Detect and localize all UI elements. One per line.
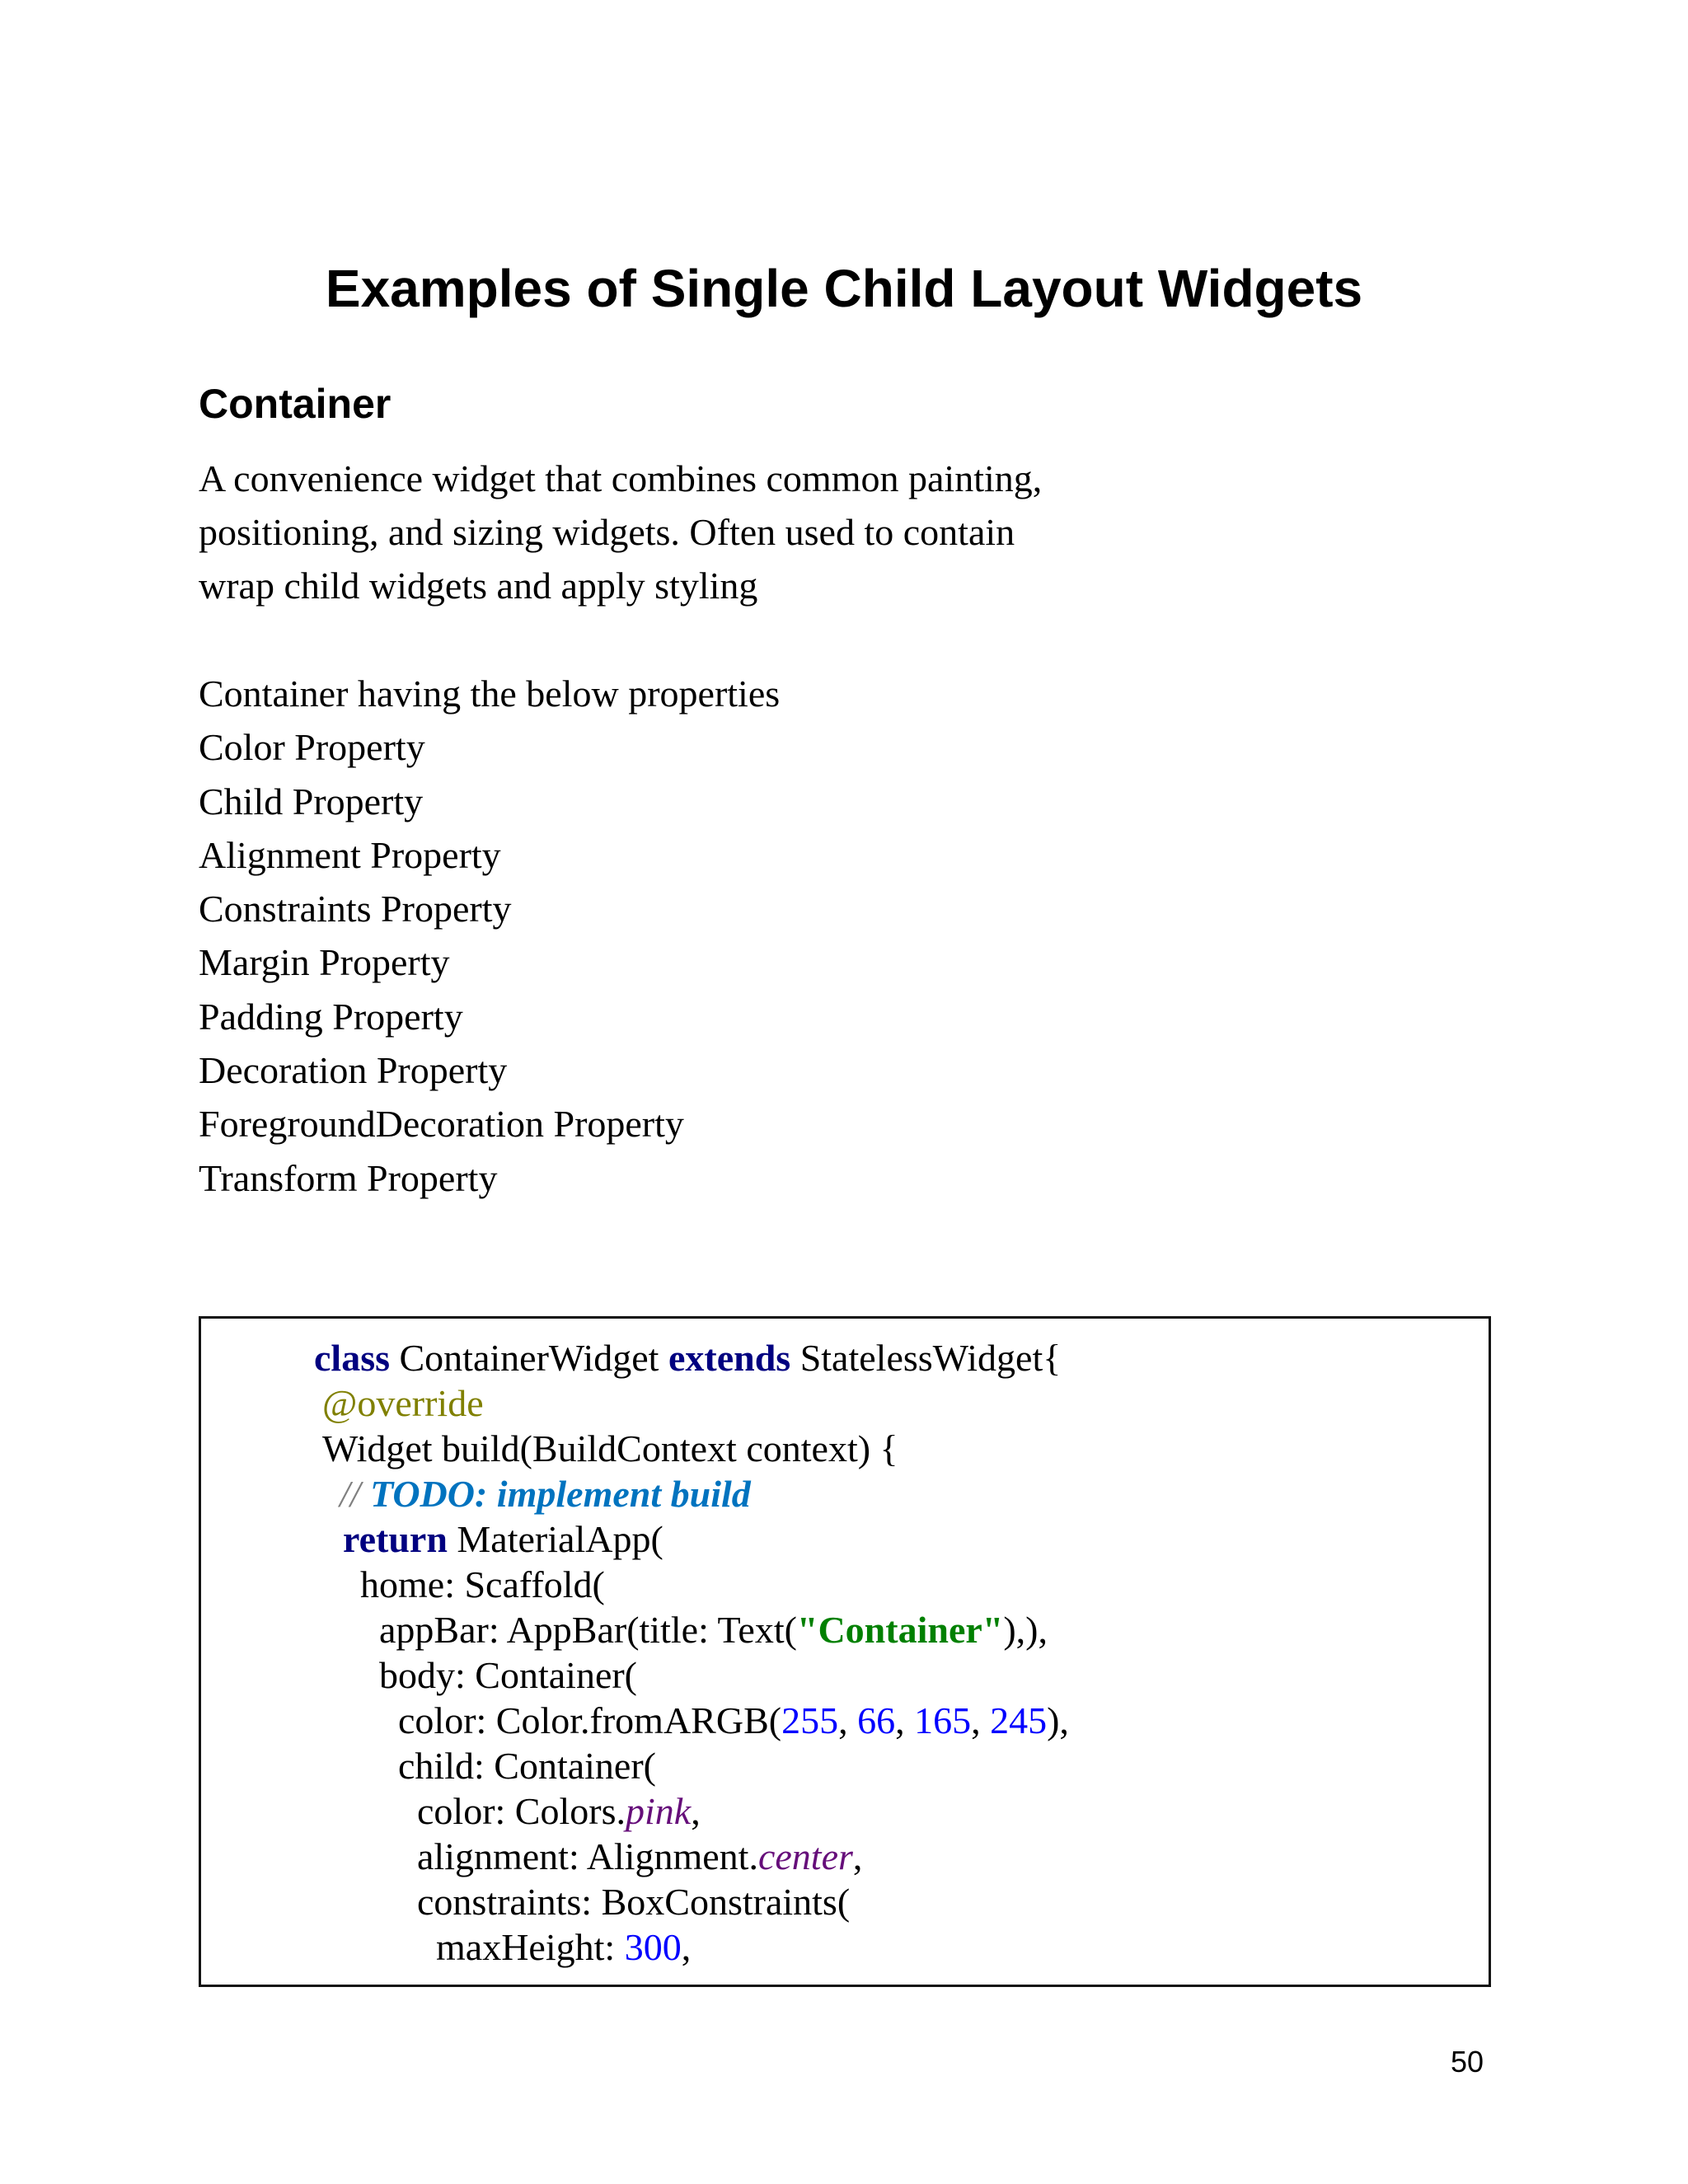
constant: center <box>757 1835 853 1877</box>
code-text: body: Container( <box>379 1654 637 1696</box>
number-literal: 255 <box>781 1699 839 1741</box>
code-line <box>417 1879 1164 1924</box>
keyword: return <box>343 1518 448 1560</box>
property-item: Alignment Property <box>199 833 501 876</box>
description-line: A convenience widget that combines common painting, <box>199 457 1043 499</box>
code-text: alignment: Alignment. <box>417 1835 758 1877</box>
code-line <box>398 1743 1145 1788</box>
number-literal: 66 <box>857 1699 896 1741</box>
properties-list <box>199 667 780 1205</box>
description-line: wrap child widgets and apply styling <box>199 565 758 607</box>
constant: pink <box>625 1790 692 1832</box>
property-item: Decoration Property <box>199 1049 508 1092</box>
code-line <box>360 1562 1107 1607</box>
code-text: constraints: BoxConstraints( <box>417 1881 851 1923</box>
code-listing <box>201 1335 1069 1970</box>
code-line <box>322 1380 1069 1426</box>
code-line <box>322 1426 1069 1471</box>
property-item: Transform Property <box>199 1156 498 1199</box>
code-line <box>379 1607 1126 1652</box>
description-line: positioning, and sizing widgets. Often used to contain <box>199 511 1015 553</box>
keyword: class <box>314 1337 390 1379</box>
code-block <box>199 1316 1491 1987</box>
number-literal: 245 <box>990 1699 1048 1741</box>
page-title: Examples of Single Child Layout Widgets <box>325 259 1363 318</box>
string-literal: "Container" <box>796 1609 1004 1651</box>
annotation: @override <box>322 1382 484 1424</box>
keyword: extends <box>668 1337 791 1379</box>
code-text: , <box>691 1790 701 1832</box>
number-literal: 165 <box>914 1699 972 1741</box>
code-text: home: Scaffold( <box>360 1563 605 1605</box>
code-line <box>417 1834 1164 1879</box>
code-text: , <box>838 1699 858 1741</box>
code-text: child: Container( <box>398 1745 656 1787</box>
property-item: Child Property <box>199 780 424 823</box>
code-line <box>417 1788 1164 1834</box>
number-literal: 300 <box>624 1926 682 1968</box>
property-item: Margin Property <box>199 941 450 984</box>
comment: TODO: implement build <box>370 1473 751 1515</box>
code-text: StatelessWidget{ <box>790 1337 1062 1379</box>
code-text: Widget build(BuildContext context) { <box>322 1427 898 1469</box>
code-text: , <box>895 1699 915 1741</box>
property-item: Color Property <box>199 726 425 769</box>
section-heading-container: Container <box>199 381 392 427</box>
code-text: , <box>852 1835 863 1877</box>
code-text: maxHeight: <box>436 1926 625 1968</box>
code-text: color: Color.fromARGB( <box>398 1699 782 1741</box>
property-item: ForegroundDecoration Property <box>199 1103 684 1146</box>
code-text: appBar: AppBar(title: Text( <box>379 1609 797 1651</box>
properties-intro: Container having the below properties <box>199 673 781 715</box>
code-line <box>436 1924 1183 1970</box>
page-number: 50 <box>1451 2045 1484 2079</box>
code-text: , <box>971 1699 991 1741</box>
comment-marker: // <box>340 1473 371 1515</box>
property-item: Padding Property <box>199 995 463 1038</box>
code-text: ),), <box>1003 1609 1048 1651</box>
code-text: , <box>681 1926 692 1968</box>
code-text: ContainerWidget <box>390 1337 668 1379</box>
code-line <box>340 1471 1086 1516</box>
code-text: MaterialApp( <box>447 1518 663 1560</box>
description-paragraph <box>199 452 1270 612</box>
code-line <box>398 1698 1145 1743</box>
code-line <box>314 1335 1061 1380</box>
code-line <box>343 1516 1090 1562</box>
code-line <box>379 1652 1126 1698</box>
code-text: color: Colors. <box>417 1790 626 1832</box>
property-item: Constraints Property <box>199 888 512 930</box>
code-text: ), <box>1047 1699 1069 1741</box>
